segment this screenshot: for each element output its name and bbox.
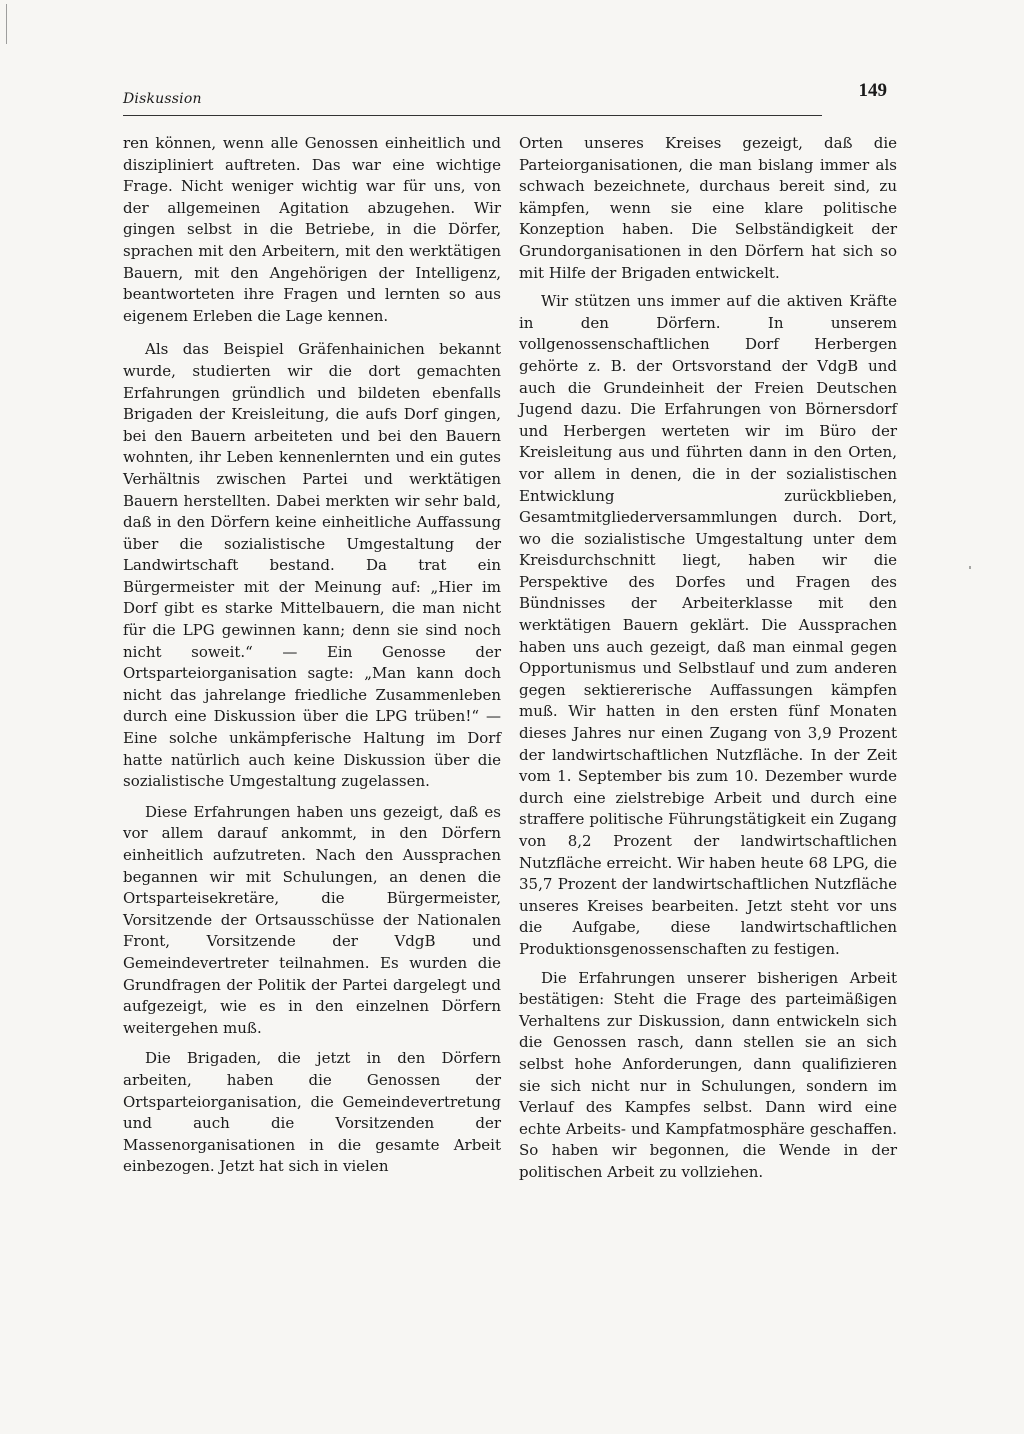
paragraph-right-3: Die Erfahrungen unserer bisherigen Arbeit bestätigen: Steht die Frage des parteimäßigen Verhaltens zur Diskussion, dann entwickeln sich die Genossen rasch, dann stellen sie an sich selbst hohe Anforderungen, dann qualifizieren sie sich nicht nur in Schulungen, sondern im Verlauf des Kampfes selbst. Dann wird eine echte Arbeits- und Kampfatmosphäre geschaffen. So haben wir begonnen, die Wende in der politischen Arbeit zu vollziehen. (519, 968, 897, 1181)
paragraph-left-2: Als das Beispiel Gräfenhainichen bekannt wurde, studierten wir die dort gemachten Erfahrungen gründlich und bildeten ebenfalls Brigaden der Kreisleitung, die aufs Dorf gingen, bei den Bauern arbeiteten und bei den Bauern wohnten, ihr Leben kennenlernten und ein gutes Verhältnis zwischen Partei und werktätigen Bauern herstellten. Dabei merkten wir sehr bald, daß in den Dörfern keine einheitliche Auffassung über die sozialistische Umgestaltung der Landwirtschaft bestand. Da trat ein Bürgermeister mit der Meinung auf: „Hier im Dorf gibt es starke Mittelbauern, die man nicht für die LPG gewinnen kann; denn sie sind noch nicht soweit.“ — Ein Genosse der Ortsparteiorganisation sagte: „Man kann doch nicht das jahrelange friedliche Zusammenleben durch eine Diskussion über die LPG trüben!“ — Eine solche unkämpferische Haltung im Dorf hatte natürlich auch keine Diskussion über die sozialistische Umgestaltung zugelassen. (123, 340, 501, 791)
right-column (519, 133, 897, 1184)
scan-mark-top-left (6, 4, 7, 44)
paragraph-left-1: ren können, wenn alle Genossen einheitlich und diszipliniert auftreten. Das war eine wichtige Frage. Nicht weniger wichtig war für uns, von der allgemeinen Agitation abzugehen. Wir gingen selbst in die Betriebe, in die Dörfer, sprachen mit den Arbeitern, mit den werktätigen Bauern, mit den Angehörigen der Intelligenz, beantworteten ihre Fragen und lernten so aus eigenem Erleben die Lage kennen. (123, 134, 501, 325)
header-rule (123, 115, 822, 116)
left-column (123, 133, 501, 1178)
paragraph-right-2: Wir stützen uns immer auf die aktiven Kräfte in den Dörfern. In unserem vollgenossenschaftlichen Dorf Herbergen gehörte z. B. der Ortsvorstand der VdgB und auch die Grundeinheit der Freien Deutschen Jugend dazu. Die Erfahrungen von Börnersdorf und Herbergen werteten wir im Büro der Kreisleitung aus und führten dann in den Orten, vor allem in denen, die in der sozialistischen Entwicklung zurückblieben, Gesamtmitgliederversammlungen durch. Dort, wo die sozialistische Umgestaltung unter dem Kreisdurchschnitt liegt, haben wir die Perspektive des Dorfes und Fragen des Bündnisses der Arbeiterklasse mit den werktätigen Bauern geklärt. Die Aussprachen haben uns auch gezeigt, daß man einmal gegen Opportunismus und Selbstlauf und zum anderen gegen sektiererische Auffassungen kämpfen muß. Wir hatten in den ersten fünf Monaten dieses Jahres nur einen Zugang von 3,9 Prozent der landwirtschaftlichen Nutzfläche. In der Zeit vom 1. September bis zum 10. Dezember wurde durch eine zielstrebige Arbeit und durch eine straffere politische Führungstätigkeit ein Zugang von 8,2 Prozent der landwirtschaftlichen Nutzfläche erreicht. Wir haben heute 68 LPG, die 35,7 Prozent der landwirtschaftlichen Nutzfläche unseres Kreises bearbeiten. Jetzt steht vor uns die Aufgabe, diese landwirtschaftlichen Produktionsgenossenschaften zu festigen. (519, 292, 897, 958)
paragraph-right-1: Orten unseres Kreises gezeigt, daß die Parteiorganisationen, die man bislang immer als schwach bezeichnete, durchaus bereit sind, zu kämpfen, wenn sie eine klare politische Konzeption haben. Die Selbständigkeit der Grundorganisationen in den Dörfern hat sich so mit Hilfe der Brigaden entwickelt. (519, 134, 897, 282)
running-header (123, 78, 891, 112)
section-title: Diskussion (123, 91, 202, 107)
paragraph-left-3: Diese Erfahrungen haben uns gezeigt, daß es vor allem darauf ankommt, in den Dörfern einheitlich aufzutreten. Nach den Aussprachen begannen wir mit Schulungen, an denen die Ortsparteisekretäre, die Bürgermeister, Vorsitzende der Ortsausschüsse der Nationalen Front, Vorsitzende der VdgB und Gemeindevertreter teilnahmen. Es wurden die Grundfragen der Politik der Partei dargelegt und aufgezeigt, wie es in den einzelnen Dörfern weitergehen muß. (123, 802, 501, 1037)
paragraph-left-4: Die Brigaden, die jetzt in den Dörfern arbeiten, haben die Genossen der Ortsparteiorganisation, die Gemeindevertretung und auch die Vorsitzenden der Massenorganisationen in die gesamte Arbeit einbezogen. Jetzt hat sich in vielen (123, 1049, 501, 1176)
page-number: 149 (858, 80, 887, 101)
scan-mark-right-edge (969, 566, 971, 569)
